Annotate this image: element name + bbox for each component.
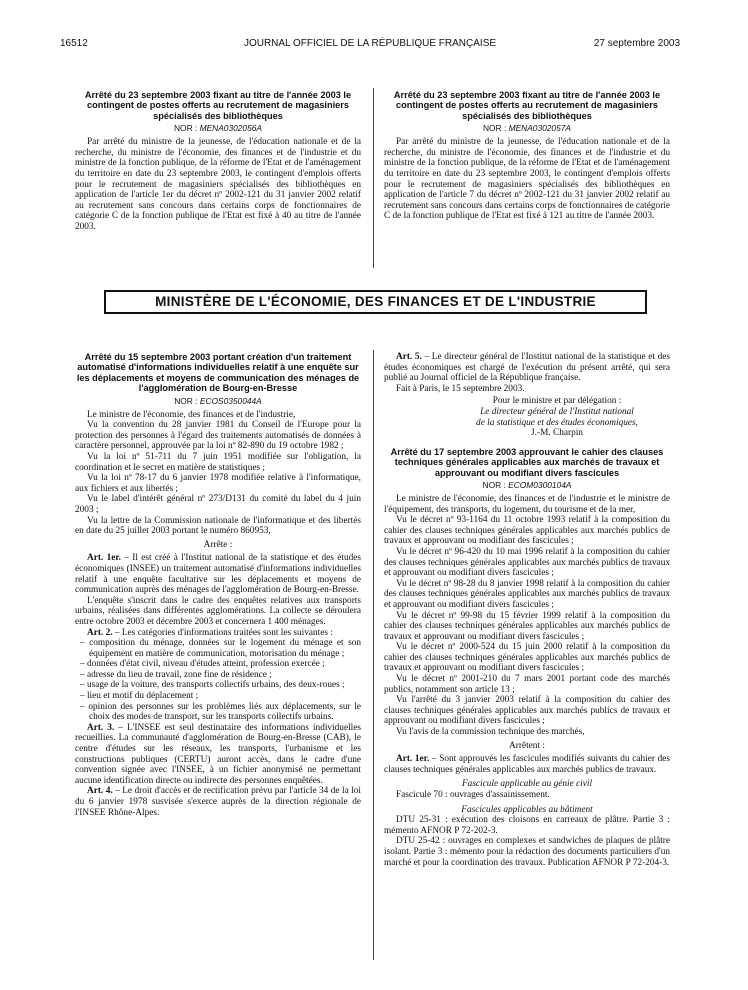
visa: Vu le décret nº 98-28 du 8 janvier 1998 relatif à la composition du cahier des clauses techniques générales applicables aux marchés publics de travaux et approuvant ou modifiant divers fascicules ; (384, 578, 670, 610)
article-top-left (75, 90, 361, 233)
visa: Vu le décret nº 2001-210 du 7 mars 2001 portant code des marchés publics, notamment son article 13 ; (384, 674, 670, 695)
arrete-heading: Arrête : (203, 539, 233, 550)
nor-reference: NOR : MENA0302056A (174, 123, 262, 134)
column-divider (373, 350, 374, 960)
visa: Vu la loi nº 51-711 du 7 juin 1951 modifiée sur l'obligation, la coordination et le secret en matière de statistiques ; (75, 452, 361, 473)
publication-date: 27 septembre 2003 (593, 38, 680, 49)
visa: Vu l'arrêté du 3 janvier 2003 relatif à la composition du cahier des clauses techniques générales applicables aux marchés publics de travaux et approuvant ou modifiant divers fascicules ; (384, 695, 670, 727)
article-title: Arrêté du 23 septembre 2003 fixant au titre de l'année 2003 le contingent de postes offerts au recrutement de magasiniers spécialisés des bibliothèques (84, 90, 352, 121)
info-categories-list (75, 638, 361, 723)
article-top-right (384, 90, 670, 222)
list-item: – opinion des personnes sur les problèmes liés aux déplacements, sur le choix des modes de transport, sur les transports collectifs urbains. (80, 701, 361, 723)
signature-block: Pour le ministre et par délégation : Le directeur général de l'Institut national de la statistique et des études économiques, J.-M. Charpin (384, 396, 670, 438)
dtu-25-42: DTU 25-42 : ouvrages en complexes et sandwiches de plaques de plâtre isolant. Partie 3 : mémento pour la rédaction des documents particuliers d'un marché et pour la coordination des travaux. Publication AFNOR P 72-204-3. (384, 836, 670, 868)
article-2: Art. 2. – Les catégories d'informations traitées sont les suivantes : (87, 627, 333, 638)
intro: Le ministre de l'économie, des finances et de l'industrie, (87, 409, 296, 420)
visa: Vu l'avis de la commission technique des marchés, (396, 727, 585, 738)
article-body: Par arrêté du ministre de la jeunesse, de l'éducation nationale et de la recherche, du ministre de l'économie, des finances et de l'industrie et du ministre de la fonction publique, de la réforme de l'Etat et de l'aménagement du territoire en date du 23 septembre 2003, le contingent d'emplois offerts pour le recrutement de magasiniers spécialisés des bibliothèques en application de l'article 7 du décret nº 2002-121 du 31 janvier 2002 relatif au recrutement sans concours dans certains corps de fonctionnaires de catégorie C de la fonction publique de l'Etat est fixé à 121 au titre de l'année 2003. (384, 137, 670, 222)
article-traitement-automatise (75, 352, 361, 818)
signatory: J.-M. Charpin (531, 428, 583, 439)
fait-a: Fait à Paris, le 15 septembre 2003. (396, 383, 525, 394)
article-1-cont: L'enquête s'inscrit dans le cadre des enquêtes relatives aux transports urbains, réalisées dans différentes agglomérations. La collecte se déroulera entre octobre 2003 et décembre 2003 et concernera 1 400 ménages. (75, 595, 361, 627)
article-5: Art. 5. – Le directeur général de l'Institut national de la statistique et des études économiques est chargé de l'exécution du présent arrêté, qui sera publié au Journal officiel de la République française. (384, 352, 670, 384)
article-1: Art. 1er. – Il est créé à l'Institut national de la statistique et des études économiques (INSEE) un traitement automatisé d'informations individuelles relatif à une enquête facultative sur les déplacements et moyens de communication auprès des ménages de l'agglomération de Bourg-en-Bresse. (75, 553, 361, 596)
article-4: Art. 4. – Le droit d'accès et de rectification prévu par l'article 34 de la loi du 6 janvier 1978 susvisée s'exerce auprès de la direction régionale de l'INSEE Rhône-Alpes. (75, 786, 361, 818)
page-number: 16512 (60, 38, 88, 49)
visa: Vu le décret nº 93-1164 du 11 octobre 1993 relatif à la composition du cahier des clauses techniques générales applicables aux marchés publics de travaux et approuvant ou modifiant des fascicules ; (384, 515, 670, 547)
nor-reference: NOR : ECOM0300104A (482, 479, 572, 490)
visa: Vu le décret nº 2000-524 du 15 juin 2000 relatif à la composition du cahier des clauses techniques générales applicables aux marchés publics de travaux et approuvant ou modifiant divers fascicules ; (384, 642, 670, 674)
article-title: Arrêté du 15 septembre 2003 portant création d'un traitement automatisé d'informations individuelles relatif à une enquête sur les déplacements et moyens de communication des ménages de l'agglomération de Bourg-en-Bresse (76, 352, 360, 394)
intro: Le ministre de l'économie, des finances et de l'industrie et le ministre de l'équipement, des transports, du logement, du tourisme et de la mer, (384, 493, 670, 515)
visa: Vu le décret nº 99-98 du 15 février 1999 relatif à la composition du cahier des clauses techniques générales applicables aux marchés publics de travaux et approuvant ou modifiant divers fascicules ; (384, 610, 670, 642)
fascicule-70: Fascicule 70 : ouvrages d'assainissement. (396, 790, 550, 800)
visa: Vu la loi nº 78-17 du 6 janvier 1978 modifiée relative à l'informatique, aux fichiers et aux libertés ; (75, 473, 361, 494)
list-item: – usage de la voiture, des transports collectifs urbains, des deux-roues ; (80, 680, 345, 691)
article-title: Arrêté du 23 septembre 2003 fixant au titre de l'année 2003 le contingent de postes offerts au recrutement de magasiniers spécialisés des bibliothèques (393, 90, 661, 121)
column-divider (373, 88, 374, 268)
list-item: – composition du ménage, données sur le logement du ménage et son équipement en matière de communication, motorisation du ménage ; (80, 638, 361, 659)
fascicule-heading: Fascicule applicable au génie civil (461, 779, 593, 790)
journal-title: JOURNAL OFFICIEL DE LA RÉPUBLIQUE FRANÇAISE (243, 38, 497, 49)
nor-reference: NOR : MENA0302057A (483, 123, 571, 134)
fascicule-heading: Fascicules applicables au bâtiment (461, 804, 593, 815)
article-3: Art. 3. – L'INSEE est seul destinataire des informations individuelles recueillies. La communauté d'agglomération de Bourg-en-Bresse (CAB), le centre d'études sur les réseaux, les transports, l'urbanisme et les constructions publiques (CERTU) auront accès, dans le cadre d'une convention signée avec l'INSEE, à un fichier anonymisé ne permettant aucune identification directe ou indirecte des personnes enquêtées. (75, 722, 361, 786)
visa: Vu la lettre de la Commission nationale de l'informatique et des libertés en date du 25 juillet 2003 portant le numéro 860953, (75, 515, 361, 537)
dtu-25-31: DTU 25-31 : exécution des cloisons en carreaux de plâtre. Partie 3 : mémento AFNOR P 72-202-3. (384, 815, 670, 836)
list-item: – lieu et motif du déplacement ; (80, 691, 199, 702)
visa: Vu le label d'intérêt général nº 273/D131 du comité du label du 4 juin 2003 ; (75, 494, 361, 515)
visa: Vu le décret nº 96-420 du 10 mai 1996 relatif à la composition du cahier des clauses techniques générales applicables aux marchés publics de travaux et approuvant ou modifiant divers fascicules ; (384, 546, 670, 579)
visa: Vu la convention du 28 janvier 1981 du Conseil de l'Europe pour la protection des personnes à l'égard des traitements automatisés de données à caractère personnel, approuvée par la loi nº 82-890 du 19 octobre 1982 ; (75, 420, 361, 452)
list-item: – adresse du lieu de travail, zone fine de résidence ; (80, 669, 272, 680)
arretent-heading: Arrêtent : (509, 740, 545, 751)
nor-reference: NOR : ECOS0350044A (174, 395, 262, 406)
right-column (384, 352, 670, 868)
ministry-banner: MINISTÈRE DE L'ÉCONOMIE, DES FINANCES ET DE L'INDUSTRIE (104, 290, 647, 314)
article-body: Par arrêté du ministre de la jeunesse, de l'éducation nationale et de la recherche, du ministre de l'économie, des finances et de l'industrie et du ministre de la fonction publique, de la réforme de l'Etat et de l'aménagement du territoire en date du 23 septembre 2003, le contingent d'emplois offerts pour le recrutement de magasiniers spécialisés des bibliothèques en application de l'article 1er du décret nº 2002-121 du 31 janvier 2002 relatif au recrutement sans concours dans certains corps de fonctionnaires de catégorie C de la fonction publique de l'Etat est fixé à 40 au titre de l'année 2003. (75, 137, 361, 232)
article-1: Art. 1er. – Sont approuvés les fascicules modifiés suivants du cahier des clauses techniques générales applicables aux marchés publics de travaux. (384, 754, 670, 775)
page-header (60, 38, 680, 52)
article-title: Arrêté du 17 septembre 2003 approuvant le cahier des clauses techniques générales applicables aux marchés de travaux et approuvant ou modifiant divers fascicules (390, 446, 664, 478)
list-item: – données d'état civil, niveau d'études atteint, profession exercée ; (80, 659, 325, 670)
